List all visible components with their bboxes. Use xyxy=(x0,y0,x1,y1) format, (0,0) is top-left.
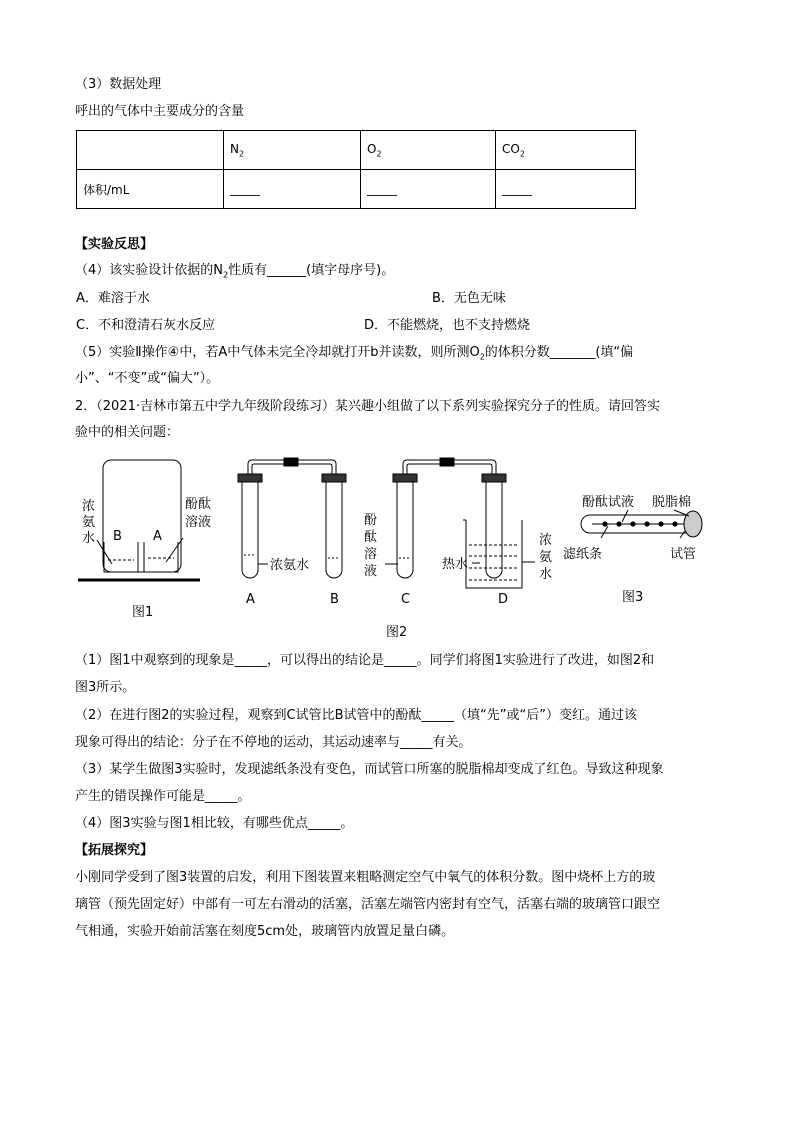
fig3-label-phenol: 酚酞试液 xyxy=(582,495,635,510)
clamp-cd xyxy=(440,458,454,466)
fig1-label-ammonia-3: 水 xyxy=(82,531,96,546)
tube-c xyxy=(397,480,413,578)
problem2-q2-cont: 现象可得出的结论：分子在不停地的运动，其运动速率与_____有关。 xyxy=(75,735,472,750)
fig2-label-phenol-1: 酚 xyxy=(364,513,378,528)
table-header-row xyxy=(77,131,636,170)
problem2-q1-cont: 图3所示。 xyxy=(75,680,136,695)
fig1-caption: 图1 xyxy=(132,605,154,620)
problem2-intro-1: 2．（2021·吉林市第五中学九年级阶段练习）某兴趣小组做了以下系列实验探究分子的性质。请回答实 xyxy=(75,399,660,414)
experiment-figures xyxy=(0,440,794,650)
table-row-label: 体积/mL xyxy=(77,170,224,209)
problem2-q3-cont: 产生的错误操作可能是_____。 xyxy=(75,789,251,804)
fig2-tube-c-label: C xyxy=(401,592,411,607)
problem2-q1: （1）图1中观察到的现象是_____，可以得出的结论是_____。同学们将图1实验进行了改进，如图2和 xyxy=(75,653,655,668)
tube-b xyxy=(326,480,342,578)
table-cell-n2: _____ xyxy=(224,170,361,209)
gas-volume-table xyxy=(76,130,636,209)
fig3-label-paper: 滤纸条 xyxy=(563,547,603,562)
option-d: D．不能燃烧，也不支持燃烧 xyxy=(364,318,531,333)
fig1-beaker-a-label: A xyxy=(153,529,162,544)
fig1-label-ammonia-2: 氨 xyxy=(82,515,96,530)
reflection-title: 【实验反思】 xyxy=(75,237,154,252)
problem2-q2: （2）在进行图2的实验过程，观察到C试管比B试管中的酚酞_____（填“先”或“后”）变红。通过该 xyxy=(75,708,637,723)
fig2-label-ammonia-water: 浓氨水 xyxy=(270,558,310,573)
fig3-label-cotton: 脱脂棉 xyxy=(652,495,692,510)
stopper-a xyxy=(238,474,262,482)
extension-title: 【拓展探究】 xyxy=(75,843,154,858)
table-header-o2: $O_2$ xyxy=(361,131,496,170)
fig1-label-phenol-1: 酚酞 xyxy=(185,497,212,512)
tube-a xyxy=(242,480,258,578)
table-header-n2: $N_2$ xyxy=(224,131,361,170)
extension-line-3: 气相通，实验开始前活塞在刻度5cm处，玻璃管内放置足量白磷。 xyxy=(75,924,455,939)
reflection-q4: （4）该实验设计依据的$N_2$性质有______(填字母序号)。 xyxy=(75,263,395,280)
problem2-q3: （3）某学生做图3实验时，发现滤纸条没有变色，而试管口所塞的脱脂棉却变成了红色。导致这种现象 xyxy=(75,762,664,777)
fig2-label-phenol-2: 酞 xyxy=(364,530,378,545)
option-a: A．难溶于水 xyxy=(76,291,150,306)
table-header-co2: $CO_2$ xyxy=(496,131,636,170)
extension-line-1: 小刚同学受到了图3装置的启发，利用下图装置来粗略测定空气中氧气的体积分数。图中烧杯上方的玻 xyxy=(75,870,656,885)
stopper-d xyxy=(482,474,506,482)
fig2-label-conc-ammonia-2: 氨 xyxy=(539,550,553,565)
fig2-tube-b-label: B xyxy=(330,592,339,607)
extension-line-2: 璃管（预先固定好）中部有一可左右滑动的活塞，活塞左端管内密封有空气，活塞右端的玻璃管口跟空 xyxy=(75,897,661,912)
fig2-tube-d-label: D xyxy=(498,592,509,607)
fig1-label-phenol-2: 溶液 xyxy=(185,515,212,530)
fig2-label-phenol-3: 溶 xyxy=(364,547,378,562)
table-cell-o2: _____ xyxy=(361,170,496,209)
fig1-label-ammonia-1: 浓 xyxy=(82,499,96,514)
fig3-label-tube: 试管 xyxy=(670,547,697,562)
problem2-intro-2: 验中的相关问题： xyxy=(75,425,180,440)
pointer-paper xyxy=(601,526,608,538)
reflection-q5: （5）实验Ⅱ操作④中，若A中气体未完全冷却就打开b并读数，则所测$O_2$的体积分数_______(填“偏 xyxy=(75,345,634,362)
fig2-caption: 图2 xyxy=(386,625,408,640)
stopper-c xyxy=(393,474,417,482)
figure-1 xyxy=(78,460,200,580)
pointer-phenol xyxy=(166,538,183,562)
option-c: C．不和澄清石灰水反应 xyxy=(76,318,216,333)
pointer-tube xyxy=(680,531,685,538)
fig3-caption: 图3 xyxy=(622,590,644,605)
figure-3 xyxy=(581,510,702,538)
fig2-tube-a-label: A xyxy=(246,592,255,607)
fig2-label-conc-ammonia-3: 水 xyxy=(539,567,553,582)
stopper-b xyxy=(322,474,346,482)
problem2-q4: （4）图3实验与图1相比较，有哪些优点_____。 xyxy=(75,816,354,831)
fig1-beaker-b-label: B xyxy=(113,529,122,544)
reflection-q5-cont: 小”、“不变”或“偏大”）。 xyxy=(75,371,220,386)
fig2-label-conc-ammonia-1: 浓 xyxy=(539,533,553,548)
fig2-label-hot-water: 热水 xyxy=(442,557,469,572)
table-row xyxy=(77,170,636,209)
option-b: B．无色无味 xyxy=(432,291,506,306)
bell-jar xyxy=(103,460,181,572)
fig2-label-phenol-4: 液 xyxy=(364,564,378,579)
table-header-blank xyxy=(77,131,224,170)
beaker-a xyxy=(144,542,178,572)
pointer-phenol xyxy=(622,510,628,522)
tube-d xyxy=(486,480,502,578)
clamp-ab xyxy=(284,458,298,466)
section-heading: （3）数据处理 xyxy=(75,77,162,92)
table-caption: 呼出的气体中主要成分的含量 xyxy=(75,104,245,119)
table-cell-co2: _____ xyxy=(496,170,636,209)
beaker-b xyxy=(104,542,138,572)
